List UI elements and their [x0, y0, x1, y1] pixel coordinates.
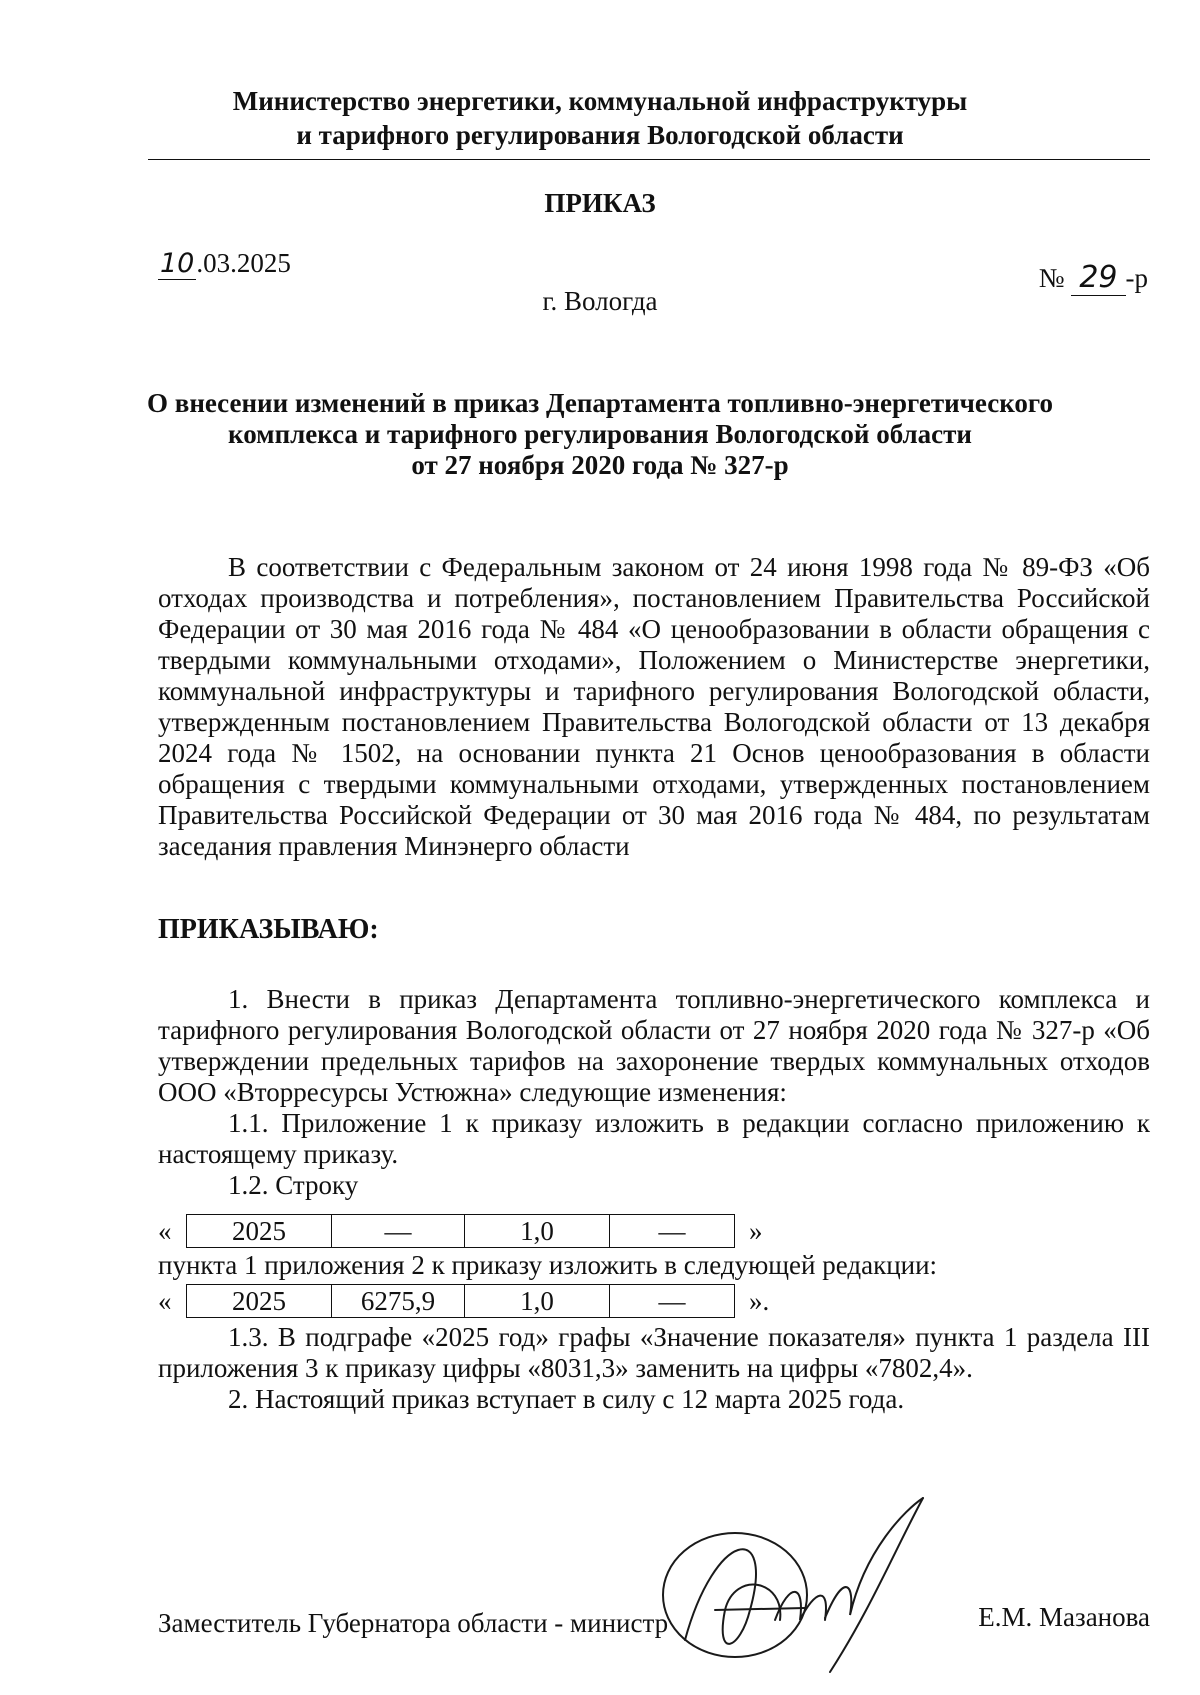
table-cell: 1,0 [465, 1215, 610, 1248]
handwritten-signature [655, 1490, 955, 1680]
table-cell: 6275,9 [332, 1285, 465, 1318]
table-cell: 2025 [187, 1285, 332, 1318]
subject-line-2: комплекса и тарифного регулирования Вологодской области [228, 419, 972, 449]
items-block-3 [158, 1322, 1150, 1415]
item-1-2-after: пункта 1 приложения 2 к приказу изложить в следующей редакции: [158, 1250, 938, 1280]
old-row-close-quote: » [749, 1215, 763, 1246]
items-block-2 [158, 1250, 1150, 1281]
document-city: г. Вологда [542, 286, 658, 316]
item-1-3: 1.3. В подграфе «2025 год» графы «Значение показателя» пункта 1 раздела III приложения 3 к приказу цифры «8031,3» заменить на цифры «7802,4». [158, 1322, 1150, 1383]
item-1: 1. Внести в приказ Департамента топливно-энергетического комплекса и тарифного регулирования Вологодской области от 27 ноября 2020 года № 327-р «Об утверждении предельных тарифов на захоронение твердых коммунальных отходов ООО «Вторресурсы Устюжна» следующие изменения: [158, 984, 1150, 1107]
document-subject [0, 388, 1200, 481]
number-suffix: -р [1125, 263, 1148, 293]
items-block-1 [158, 984, 1150, 1201]
signature-stroke-2 [775, 1592, 826, 1620]
new-row-close-quote: ». [749, 1285, 770, 1316]
signature-stroke-5 [715, 1608, 805, 1610]
signatory-position: Заместитель Губернатора области - министр [158, 1608, 669, 1638]
old-row [158, 1214, 763, 1248]
document-title: ПРИКАЗ [544, 188, 656, 218]
table-row [187, 1215, 735, 1248]
new-row [158, 1284, 769, 1318]
old-row-table [186, 1214, 735, 1248]
date-day-handwritten: 10 [160, 248, 195, 279]
table-cell: — [332, 1215, 465, 1248]
document-date [158, 248, 291, 279]
subject-line-1: О внесении изменений в приказ Департамента топливно-энергетического [146, 388, 1053, 418]
table-cell: 1,0 [465, 1285, 610, 1318]
ministry-line-2: и тарифного регулирования Вологодской области [296, 120, 904, 150]
table-row [187, 1285, 735, 1318]
subject-line-3: от 27 ноября 2020 года № 327-р [411, 450, 789, 480]
item-2: 2. Настоящий приказ вступает в силу с 12 марта 2025 года. [228, 1384, 905, 1414]
number-prefix: № [1038, 263, 1065, 293]
signatory-name: Е.М. Мазанова [978, 1602, 1150, 1632]
decree-word: ПРИКАЗЫВАЮ: [158, 914, 379, 945]
number-handwritten: 29 [1071, 260, 1125, 296]
table-cell: — [610, 1285, 735, 1318]
header-divider [148, 159, 1150, 160]
preamble-paragraph: В соответствии с Федеральным законом от 24 июня 1998 года № 89-ФЗ «Об отходах производства и потребления», постановлением Правительства Российской Федерации от 30 мая 2016 года № 484 «О ценообразовании в области обращения с твердыми коммунальными отходами», Положением о Министерстве энергетики, коммунальной инфраструктуры и тарифного регулирования Вологодской области, утвержденным постановлением Правительства Вологодской области от 13 декабря 2024 года № 1502, на основании пункта 21 Основ ценообразования в области обращения с твердыми коммунальными отходами, утвержденных постановлением Правительства Российской Федерации от 30 мая 2016 года № 484, по результатам заседания правления Минэнерго области [158, 552, 1150, 861]
ministry-header [0, 84, 1200, 152]
new-row-open-quote: « [158, 1285, 172, 1316]
signature-stroke-3 [825, 1498, 923, 1618]
table-cell: 2025 [187, 1215, 332, 1248]
old-row-open-quote: « [158, 1215, 172, 1246]
ministry-line-1: Министерство энергетики, коммунальной инфраструктуры [232, 86, 968, 116]
table-cell: — [610, 1215, 735, 1248]
date-rest: .03.2025 [196, 248, 291, 278]
item-1-2: 1.2. Строку [228, 1170, 359, 1200]
signature-stroke-4 [830, 1498, 923, 1672]
new-row-table [186, 1284, 735, 1318]
signature-stroke-1 [685, 1549, 780, 1644]
item-1-1: 1.1. Приложение 1 к приказу изложить в редакции согласно приложению к настоящему приказу. [158, 1108, 1150, 1169]
preamble-block [158, 552, 1150, 862]
